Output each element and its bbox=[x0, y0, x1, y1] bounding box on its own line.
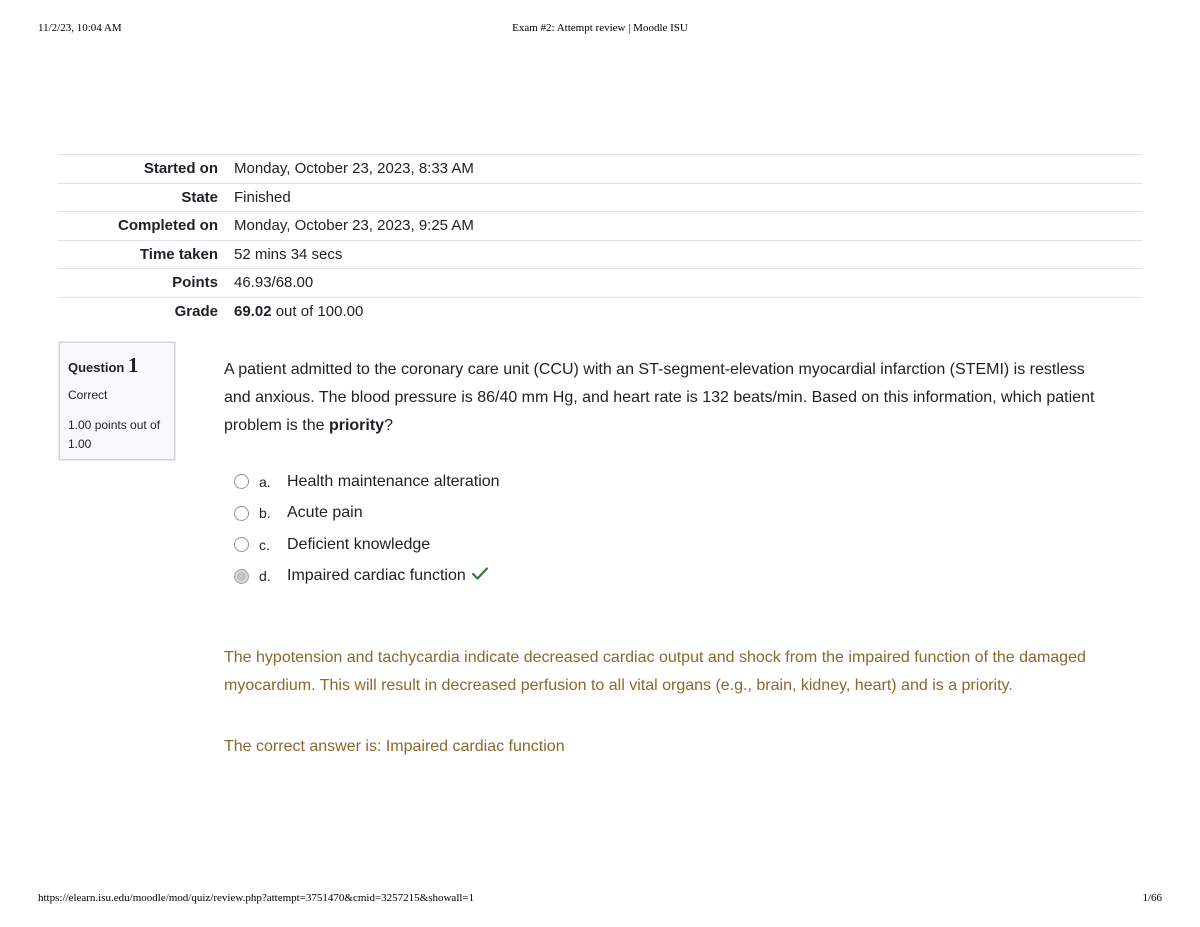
summary-label: State bbox=[181, 188, 218, 206]
summary-label: Time taken bbox=[139, 245, 218, 263]
question-info-box bbox=[59, 342, 175, 460]
answer-options bbox=[232, 466, 832, 592]
question-text-emphasis: priority bbox=[328, 417, 385, 434]
radio-button-selected[interactable] bbox=[234, 569, 249, 584]
answer-letter: a. bbox=[259, 473, 271, 490]
right-answer-label: The correct answer is: bbox=[224, 738, 386, 755]
answer-text: Health maintenance alteration bbox=[287, 472, 500, 490]
question-text bbox=[224, 356, 1114, 440]
question-number-value: 1 bbox=[127, 353, 139, 377]
question-text-end: ? bbox=[384, 417, 393, 434]
question-grade: 1.00 points out of 1.00 bbox=[68, 418, 161, 451]
question-number bbox=[68, 353, 166, 378]
summary-value: Monday, October 23, 2023, 8:33 AM bbox=[234, 160, 474, 178]
summary-value: 46.93/68.00 bbox=[234, 274, 314, 292]
summary-label: Completed on bbox=[118, 217, 218, 235]
summary-row-state bbox=[58, 183, 1142, 212]
question-text-main: A patient admitted to the coronary care unit (CCU) with an ST-segment-elevation myocardial infarction (STEMI) is restless and anxious. The blood pressure is 86/40 mm Hg, and heart rate is 132 beats/min. Based on this information, which patient problem is the bbox=[224, 361, 1095, 434]
grade-out-of: out of 100.00 bbox=[271, 303, 364, 320]
question-state: Correct bbox=[68, 388, 108, 402]
answer-text: Deficient knowledge bbox=[287, 535, 431, 553]
summary-label: Points bbox=[172, 274, 218, 292]
print-header bbox=[38, 22, 1162, 38]
answer-letter: d. bbox=[259, 568, 271, 585]
print-page-title: Exam #2: Attempt review | Moodle ISU bbox=[512, 22, 688, 34]
right-answer-value: Impaired cardiac function bbox=[385, 738, 565, 755]
summary-value: 52 mins 34 secs bbox=[234, 245, 343, 263]
right-answer bbox=[224, 733, 1124, 761]
radio-button[interactable] bbox=[234, 537, 249, 552]
summary-value: Finished bbox=[234, 188, 291, 206]
general-feedback: The hypotension and tachycardia indicate decreased cardiac output and shock from the impaired function of the damaged myocardium. This will result in decreased perfusion to all vital organs (e.g., brain, kidney, heart) and is a priority. bbox=[224, 649, 1086, 694]
summary-row-grade bbox=[58, 297, 1142, 326]
answer-letter: c. bbox=[259, 536, 270, 553]
answer-option-d[interactable] bbox=[232, 561, 832, 593]
summary-value: Monday, October 23, 2023, 9:25 AM bbox=[234, 217, 474, 235]
print-footer bbox=[38, 892, 1162, 908]
answer-option-c[interactable] bbox=[232, 529, 832, 561]
print-page-number: 1/66 bbox=[1142, 892, 1162, 904]
radio-button[interactable] bbox=[234, 474, 249, 489]
summary-row-completed bbox=[58, 212, 1142, 241]
print-url: https://elearn.isu.edu/moodle/mod/quiz/review.php?attempt=3751470&cmid=3257215&showall=1 bbox=[38, 892, 475, 904]
answer-text: Impaired cardiac function bbox=[287, 567, 466, 585]
answer-text: Acute pain bbox=[287, 504, 363, 522]
print-datetime: 11/2/23, 10:04 AM bbox=[38, 22, 122, 34]
radio-button[interactable] bbox=[234, 506, 249, 521]
answer-option-b[interactable] bbox=[232, 498, 832, 530]
answer-letter: b. bbox=[259, 505, 271, 522]
summary-row-time-taken bbox=[58, 240, 1142, 269]
summary-label: Started on bbox=[143, 160, 218, 178]
answer-option-a[interactable] bbox=[232, 466, 832, 498]
summary-row-points bbox=[58, 269, 1142, 298]
question-label: Question bbox=[68, 360, 125, 375]
summary-label: Grade bbox=[174, 303, 218, 320]
summary-value bbox=[226, 297, 1142, 326]
check-icon bbox=[471, 566, 489, 586]
grade-score: 69.02 bbox=[234, 303, 272, 320]
summary-row-started bbox=[58, 155, 1142, 184]
attempt-summary-table bbox=[58, 154, 1142, 326]
